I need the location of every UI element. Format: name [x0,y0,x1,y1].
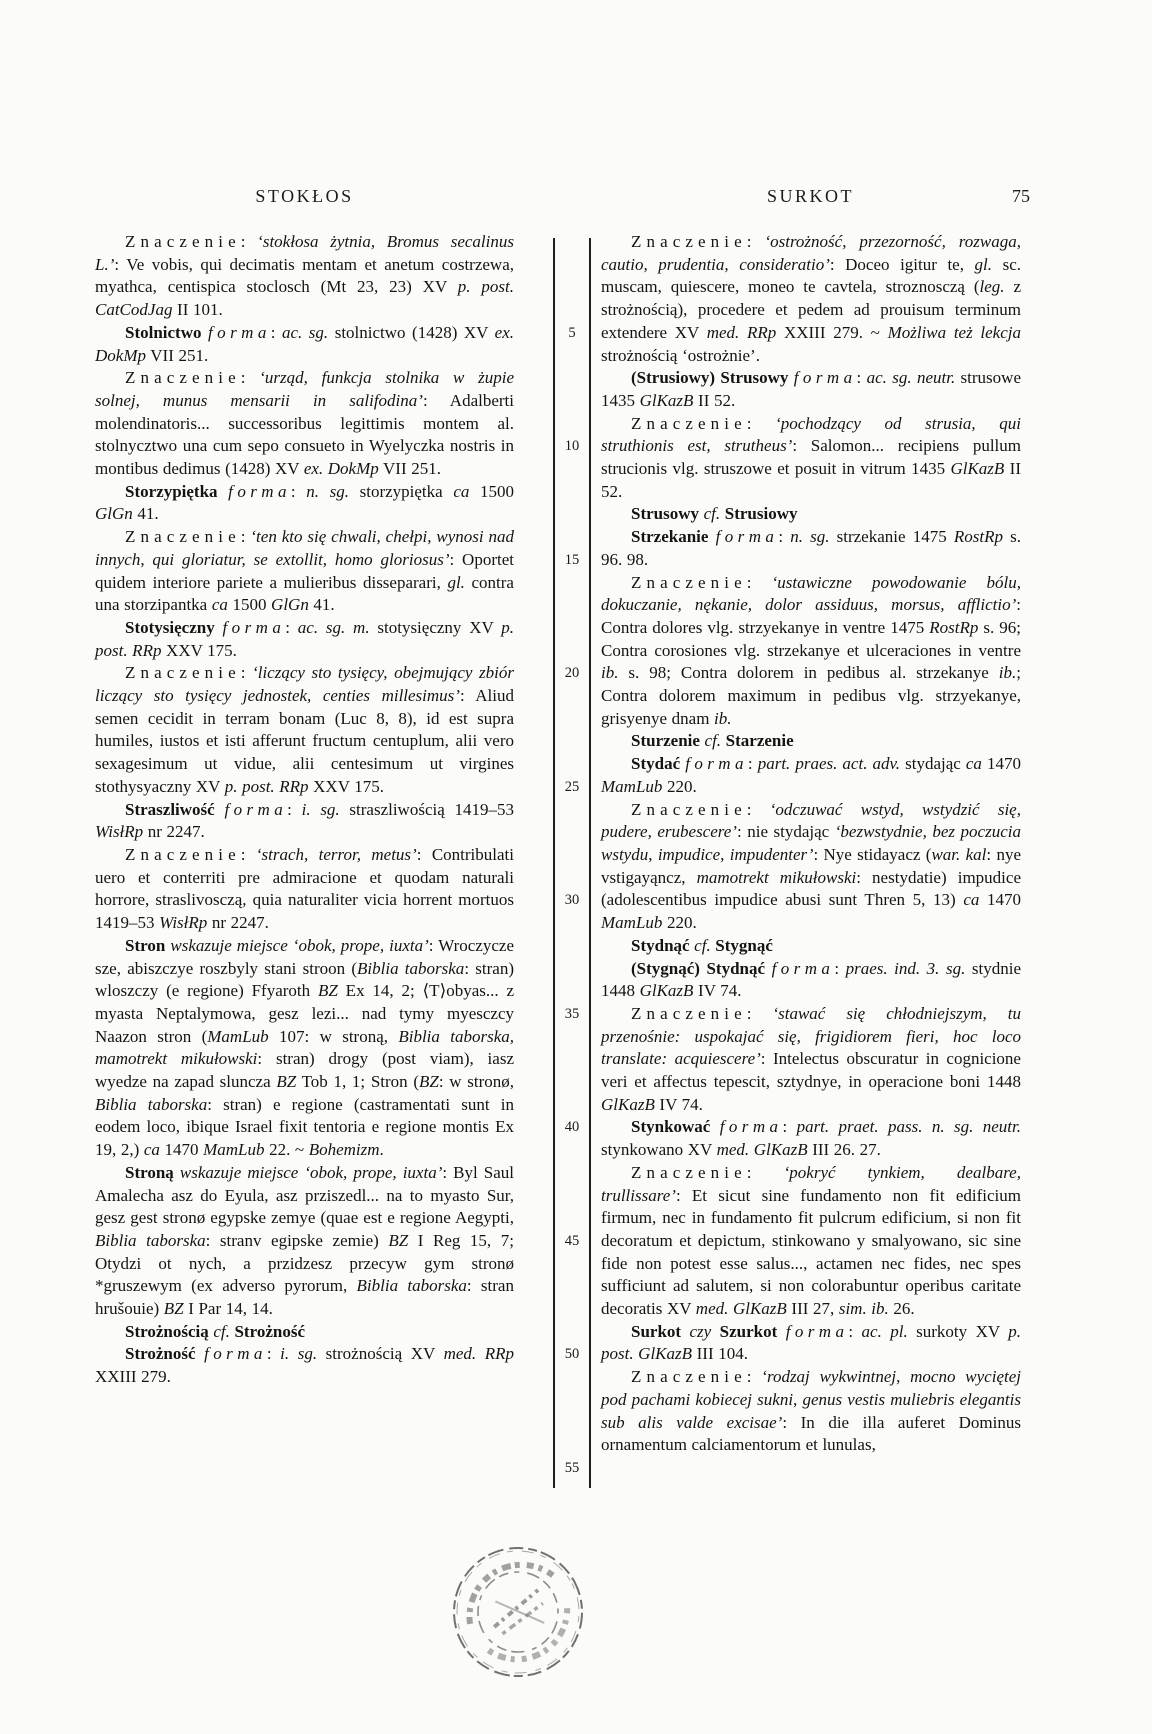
entry-text-segment: : Contribulati uero et conterriti pre admiracione et quodam naturali horrore, straslivosczą, quia naturaliter vicia horrent mortuos 1419–53 [95,844,514,933]
entry-text-segment: forma [204,1344,267,1364]
entry-text-segment: : [287,799,302,819]
entry-text-segment: forma [228,481,291,501]
entry-text-segment: Strożność [234,1321,305,1341]
entry-text-segment: p. post. CatCodJag [95,277,515,320]
line-number: 35 [564,1005,580,1022]
entry-text-segment: II 52. [693,390,736,410]
entry-text-segment: ib. [601,663,619,683]
entry-text-segment: ‘stokłosa żytnia, Bromus secalinus L.’ [95,232,514,274]
entry-text-segment: Stotysięczny [125,617,215,637]
entry-text-segment: BZ [318,981,338,1001]
dictionary-entry [601,1366,1021,1457]
entry-text-segment: : In die illa auferet Dominus ornamentum calciamentorum et lunulas, [601,1412,1021,1455]
entry-text-segment: stynkowano XV [601,1140,717,1160]
entry-text-segment: I Par 14, 14. [183,1299,273,1319]
entry-text-segment: ca [453,481,470,501]
entry-text-segment: : Wroczycze sze, abiszczye roszbyly stani stroon ( [95,935,514,978]
entry-text-segment [708,527,715,546]
entry-text-segment: ex. DokMp [303,459,379,479]
entry-text-segment: Możliwa też lekcja [887,322,1021,342]
entry-text-segment: III 26. 27. [807,1140,881,1160]
entry-text-segment: cf. [704,731,722,751]
entry-text-segment: Stynkować [631,1117,711,1137]
entry-text-segment: GlKazB [639,390,694,410]
entry-text-segment: straszliwością 1419–53 [339,799,514,819]
entry-text-segment [777,1322,785,1341]
library-stamp-icon [396,1490,639,1733]
entry-text-segment: : [240,368,260,388]
line-number: 25 [564,778,580,795]
dictionary-entry [95,844,514,935]
entry-text-segment: s. 96; Contra corosiones vlg. strzekanye et ulceraciones in ventre [601,617,1021,660]
entry-text-segment: RostRp [929,617,979,637]
entry-text-segment: Znaczenie [125,844,241,864]
column-divider-rule-right [589,238,591,1488]
entry-text-segment: Stolnictwo [125,322,202,342]
entry-text-segment: Znaczenie [125,527,241,547]
entry-text-segment: p. post. RRp [95,617,515,660]
entry-text-segment: forma [208,322,271,342]
line-number: 20 [564,665,580,682]
entry-text-segment: Strożnością [125,1321,209,1341]
dictionary-entry [601,413,1021,504]
dictionary-entry [95,231,514,322]
dictionary-entry [95,481,514,526]
dictionary-entry [601,730,1021,753]
entry-text-segment: ‘ustawiczne powodowanie bólu, dokuczanie, nękanie, dolor assiduus, morsus, afflictio’ [601,572,1021,615]
entry-text-segment: 220. [662,776,697,796]
entry-text-segment: ; Contra dolorem maximum in pedibus vlg. strzyekanye, grisyenye dnam [601,663,1021,728]
entry-text-segment: Stroną [125,1162,174,1182]
dictionary-entry [95,1321,514,1344]
entry-text-segment: ca [963,890,980,910]
entry-text-segment: ca [143,1140,160,1160]
entry-text-segment: Strusiowy [724,504,798,524]
dictionary-entry [95,1162,514,1321]
entry-text-segment: storzypiętka [349,481,454,501]
entry-text-segment: : Ve vobis, qui decimatis mentam et anetum costrzewa, myathca, centispica stoclosch (Mt 23, 23) XV [95,254,514,297]
entry-text-segment: strożnością ‘ostrożnie’. [601,345,760,365]
entry-text-segment: surkoty XV [907,1321,1009,1341]
entry-text-segment: II 101. [172,300,223,320]
entry-text-segment: : [856,368,867,388]
dictionary-entry [601,1162,1021,1321]
entry-text-segment: : Aliud semen cecidit in terram bonam (Luc 8, 8), id est supra humiles, iustos et isti afferunt fructum centuplum, alii vero sexagesimum ut vidue, alii centesimum ut virgines stothysyaczny XV [95,686,514,796]
entry-text-segment: Znaczenie [631,413,747,433]
entry-text-segment: : Contra dolores vlg. strzyekanye in ventre 1475 [601,595,1021,637]
entry-text-segment: WisłRp [95,822,144,842]
entry-text-segment: ‘odczuwać wstyd, wstydzić się, pudere, erubescere’ [601,799,1021,842]
entry-text-segment: ‘stawać się chłodniejszym, tu przenośnie: uspokajać się, frigidiorem fieri, hoc loco translate: acquiescere’ [601,1003,1021,1069]
entry-text-segment: wskazuje miejsce ‘obok, prope, iuxta’ [170,935,429,955]
dictionary-entry [601,526,1021,571]
entry-text-segment: : [240,663,253,683]
entry-text-segment: : [746,413,776,433]
entry-text-segment: GlKazB [732,1299,787,1319]
entry-text-segment: III 27, [786,1299,839,1319]
dictionary-entry [601,231,1021,367]
entry-text-segment: : Salomon... recipiens pullum strucionis vlg. struszowe et posuit in vitrum 1435 [601,436,1021,479]
entry-text-segment: Znaczenie [125,663,241,683]
entry-text-segment: XXIII 279. ~ [776,322,888,342]
entry-text-segment: Stydnąć [631,935,690,955]
entry-text-segment: ‘strach, terror, metus’ [255,844,417,864]
entry-text-segment: RostRp [953,527,1003,547]
entry-text-segment: forma [771,958,835,978]
entry-text-segment: : Adalberti molendinatoris... successoribus legittimis montem al. stolnycztwo una cum sepo consueto in Wyelyczka nostris in montibus dedimus (1428) XV [95,390,514,479]
entry-text-segment: strzekanie 1475 [829,527,954,547]
entry-text-segment: i. sg. [301,799,340,819]
entry-text-segment: (Stygnąć) Stydnąć [631,958,766,978]
entry-text-segment: ex. DokMp [95,322,514,365]
entry-text-segment: : [270,322,282,342]
entry-text-segment: 26. [888,1299,915,1319]
entry-text-segment [711,1322,719,1341]
entry-text-segment: Strożność [125,1344,196,1364]
line-number: 5 [568,324,576,341]
entry-text-segment: : stran) e regione (castramentati sunt in eodem loco, ibique Israel fixit tentoria e regione montis Ex 19, 2,) [95,1094,514,1160]
entry-text-segment: strusowe 1435 [601,368,1021,410]
entry-text-segment: : [240,232,258,251]
entry-text-segment: forma [785,1321,849,1341]
entry-text-segment: gl. [974,254,993,274]
entry-text-segment: stydnie 1448 [601,958,1021,1001]
entry-text-segment: (Strusiowy) Strusowy [631,368,789,388]
entry-text-segment: cf. [703,504,721,524]
entry-text-segment: : [746,1162,784,1182]
entry-text-segment: 41. [132,504,159,524]
entry-text-segment: : [746,1367,762,1387]
entry-text-segment: ca [211,595,228,615]
entry-text-segment: : Intelectus obscuratur in cognicione veri et affectus tepescit, sztydnye, in operacione boni 1448 [601,1049,1021,1092]
dictionary-entry [95,1343,514,1388]
entry-text-segment: part. praes. act. adv. [757,754,901,774]
entry-text-segment [218,482,229,501]
entry-text-segment: leg. [979,277,1005,297]
entry-text-segment: : [778,527,791,547]
entry-text-segment: Biblia taborska [356,1276,467,1296]
entry-text-segment: ac. pl. [861,1321,908,1341]
entry-text-segment [196,1344,205,1363]
entry-text-segment: Sturzenie [631,731,700,751]
line-number: 55 [564,1459,580,1476]
entry-text-segment: nr 2247. [143,822,205,842]
dictionary-entry [95,935,514,1162]
entry-text-segment: i. sg. [280,1344,318,1364]
dictionary-entry [601,799,1021,935]
entry-text-segment: 220. [662,913,697,933]
entry-text-segment: : stranv egipske zemie) [205,1230,389,1250]
entry-text-segment: war. kal [931,844,987,864]
entry-text-segment: ib. [998,663,1017,683]
entry-text-segment: ‘pochodzący od strusia, qui struthionis est, strutheus’ [601,413,1021,456]
entry-text-segment: : nye vstigayąncz, [601,844,1021,887]
entry-text-segment: : [240,527,251,547]
entry-text-segment: stolnictwo (1428) XV [328,322,495,342]
entry-text-segment: : [782,1117,797,1137]
entry-text-segment: GlKazB [639,981,694,1001]
entry-text-segment: : [746,799,770,819]
entry-text-segment: sim. ib. [838,1299,889,1319]
entry-text-segment: med. [695,1299,729,1319]
entry-text-segment: Bohemizm [308,1140,380,1160]
entry-text-segment: sc. muscam, quiescere, moneo te cavtela, stroznosczą ( [601,254,1021,297]
entry-text-segment: 1500 [469,481,514,501]
entry-text-segment: . [379,1140,384,1160]
entry-text-segment: BZ [419,1072,439,1092]
entry-text-segment: : [290,481,307,501]
running-title-right: SURKOT [766,186,854,206]
entry-text-segment: z strożnością), procedere et pedem ad prouisum terminum extendere XV [601,277,1021,342]
entry-text-segment: Stydać [631,754,681,774]
entry-text-segment: Szurkot [719,1321,778,1341]
entry-text-segment: XXIII 279. [95,1367,171,1387]
entry-text-segment: : [285,617,298,637]
entry-text-segment: cf. [694,935,711,955]
dictionary-entry [95,799,514,844]
entry-text-segment: ac. sg. [282,322,329,342]
entry-text-segment: XXV 175. [308,776,385,796]
entry-text-segment: : Doceo igitur te, [829,254,975,274]
entry-text-segment: s. 96. 98. [601,527,1021,569]
entry-text-segment: Znaczenie [125,368,241,388]
entry-text-segment: : nestydatie) impudice (adolescentibus impudice abusi sunt Thren 5, 13) [601,867,1021,910]
entry-text-segment: 1470 [979,890,1021,910]
dictionary-entry [95,662,514,798]
entry-text-segment: : stran) drogy (post viam), iasz wyedze na zapad sluncza [95,1049,514,1092]
dictionary-entry [95,526,514,617]
entry-text-segment: BZ [276,1072,297,1092]
entry-text-segment: Biblia taborska, mamotrekt mikułowski [95,1026,514,1069]
entry-text-segment: med. GlKazB [716,1140,808,1160]
entry-text-segment: Storzypiętka [125,481,218,501]
entry-text-segment: ac. sg. m. [297,617,370,637]
entry-text-segment [215,800,225,819]
entry-text-segment: 22. ~ [264,1140,309,1160]
entry-text-segment: wskazuje miejsce ‘obok, prope, iuxta’ [179,1162,443,1182]
entry-text-segment: czy [689,1321,712,1341]
entry-text-segment: n. sg. [306,481,349,501]
entry-text-segment: MamLub [601,776,663,796]
entry-text-segment: GlGn [271,595,309,615]
entry-text-segment: Tob 1, 1; Stron ( [296,1072,420,1092]
dictionary-entry [601,1321,1021,1366]
entry-text-segment: strożnością XV [317,1344,444,1364]
line-number-gutter [555,231,589,1491]
entry-text-segment: ac. sg. neutr. [866,368,956,388]
entry-text-segment: Strusowy [631,504,700,524]
entry-text-segment: : [746,1003,773,1023]
entry-text-segment: Znaczenie [631,1367,747,1387]
line-number: 50 [564,1346,580,1363]
entry-text-segment: forma [715,527,779,547]
entry-text-segment: Znaczenie [125,232,241,251]
entry-text-segment: ‘ten kto się chwali, chełpi, wynosi nad innych, qui gloriatur, se extollit, homo gloriosus’ [95,527,514,569]
entry-text-segment: WisłRp [159,913,208,933]
entry-text-segment [710,1117,719,1136]
entry-text-segment: IV 74. [693,981,742,1001]
entry-text-segment: GlGn [95,504,133,524]
entry-text-segment: praes. ind. 3. sg. [845,958,966,978]
dictionary-entry [95,367,514,481]
entry-text-segment: : [746,572,772,592]
entry-text-segment: II 52. [601,459,1021,501]
dictionary-entry [601,753,1021,798]
entry-text-segment: ca [965,754,982,774]
entry-text-segment: VII 251. [378,459,441,479]
entry-text-segment: forma [222,617,286,637]
entry-text-segment: 1500 [227,595,272,615]
entry-text-segment: III 104. [692,1344,748,1364]
entry-text-segment: Biblia taborska [357,958,465,978]
entry-text-segment: ib. [714,708,732,728]
entry-text-segment: : [747,754,758,774]
dictionary-entry [601,1116,1021,1161]
entry-text-segment: : stran hrušouie) [95,1276,514,1319]
entry-text-segment: MamLub [207,1026,269,1046]
entry-text-segment: stydając [900,754,966,774]
entry-text-segment: VII 251. [145,345,209,365]
entry-text-segment: n. sg. [790,527,830,547]
entry-text-segment: BZ [163,1299,184,1319]
entry-text-segment: ‘rodzaj wykwintnej, mocno wyciętej pod pachami kobiecej sukni, genus vestis muliebris elegantis sub alis valde excisae’ [601,1367,1021,1432]
entry-text-segment: : [266,1344,281,1364]
page-number: 75 [1012,186,1030,206]
entry-text-segment: 1470 [159,1140,204,1160]
entry-text-segment: ‘liczący sto tysięcy, obejmujący zbiór liczący sto tysięcy jednostek, centies millesimus’ [95,663,514,706]
entry-text-segment: 1470 [981,754,1021,774]
line-number: 45 [564,1232,580,1249]
entry-text-segment: 107: w stroną, [268,1026,399,1046]
entry-text-segment: forma [224,799,288,819]
entry-text-segment: cf. [213,1321,230,1341]
dictionary-entry [601,367,1021,412]
entry-text-segment: part. praet. pass. n. sg. neutr. [796,1117,1021,1137]
entry-text-segment: MamLub [601,913,663,933]
entry-text-segment: ‘bezwstydnie, bez poczucia wstydu, impudice, impudenter’ [601,822,1021,864]
entry-text-segment: Biblia taborska [95,1094,208,1114]
line-number: 40 [564,1119,580,1136]
entry-text-segment: Starzenie [725,731,794,751]
entry-text-segment: : Nye stidayacz ( [813,844,932,864]
entry-text-segment: XXV 175. [161,640,237,660]
entry-text-segment: IV 74. [654,1094,703,1114]
entry-text-segment: BZ [388,1230,409,1250]
entry-text-segment: gl. [447,572,465,592]
entry-text-segment: : w stronø, [438,1072,514,1092]
entry-text-segment [215,618,223,637]
entry-text-segment: nr 2247. [207,913,269,933]
entry-text-segment: I Reg 15, 7; Otydzi ot nych, a przidzesz przecyw gym stronø *gruszewym (ex adverso pyrorum, [95,1230,514,1296]
entry-text-segment: Znaczenie [631,1003,747,1023]
entry-text-segment: med. RRp [706,322,777,342]
entry-text-segment: ‘ostrożność, przezorność, rozwaga, cautio, prudentia, consideratio’ [601,232,1021,274]
line-number: 30 [564,892,580,909]
line-number: 15 [564,551,580,568]
dictionary-entry [95,617,514,662]
entry-text-segment: GlKazB [601,1094,655,1114]
entry-text-segment: Znaczenie [631,572,747,592]
entry-text-segment: : Et sicut sine fundamento non fit edificium firmum, nec in fundamento fit pulcrum edificium, si non fit decoratum et depictum, stinkowano y smalyowano, sic sine fide non potest esse salus..., actamen nec fides, nec spes sufficiunt ad salutem, si non colorabuntur operibus caritate decoratis XV [601,1185,1021,1319]
entry-text-segment: Straszliwość [125,799,215,819]
entry-text-segment: Znaczenie [631,232,747,251]
entry-text-segment: Znaczenie [631,799,747,819]
entry-text-segment: 41. [308,595,335,615]
entry-text-segment: p. post. RRp [224,776,309,796]
entry-text-segment: : stran) wloszczy (e regione) Ffyaroth [95,958,514,1001]
entry-text-segment: forma [719,1117,783,1137]
line-number: 10 [564,438,580,455]
entry-text-segment: : nie stydając [736,822,835,842]
entry-text-segment: : [240,844,256,864]
entry-text-segment: stotysięczny XV [369,617,502,637]
entry-text-segment: forma [793,368,857,388]
entry-text-segment: Surkot [631,1321,682,1341]
entry-text-segment: : Oportet quidem interiore pariete a mulieribus disseparari, [95,549,514,592]
dictionary-entry [601,503,1021,526]
dictionary-entry [601,572,1021,731]
text-column-right [601,231,1021,1457]
dictionary-entry [601,1003,1021,1117]
entry-text-segment: : Byl Saul Amalecha asz do Eyula, asz prziszedl... na to myasto Sur, gesz gest stronø egypske zemye (quae est e regione Aegypti, [95,1162,514,1228]
entry-text-segment: p. post. GlKazB [601,1321,1021,1364]
entry-text-segment: Ex 14, 2; ⟨T⟩obyas... z myasta Neptalymowa, gesz lezi... nad tymy myesczcy Naazon stron ( [95,981,514,1046]
entry-text-segment: med. RRp [443,1344,514,1364]
entry-text-segment: Strzekanie [631,527,709,547]
entry-text-segment: : [746,232,765,251]
entry-text-segment: : [848,1321,862,1341]
entry-text-segment: s. 98; Contra dolorem in pedibus al. strzekanye [618,663,999,683]
entry-text-segment: mamotrekt mikułowski [696,867,857,887]
entry-text-segment: GlKazB [950,459,1005,479]
dictionary-entry [95,322,514,367]
entry-text-segment: Znaczenie [631,1162,747,1182]
entry-text-segment: MamLub [203,1140,265,1160]
dictionary-entry [601,935,1021,958]
text-column-left [95,231,514,1389]
entry-text-segment: forma [685,754,748,774]
entry-text-segment: Stron [125,935,166,955]
entry-text-segment: Stygnąć [715,935,773,955]
dictionary-entry [601,958,1021,1003]
entry-text-segment: Biblia taborska [95,1230,206,1250]
entry-text-segment: ‘urząd, funkcja stolnika w żupie solnej, munus mensarii in salifodina’ [95,368,514,410]
entry-text-segment: : [834,958,846,978]
entry-text-segment: contra una storzipantka [95,572,514,615]
entry-text-segment: ‘pokryć tynkiem, dealbare, trullissare’ [601,1162,1021,1205]
running-title-left: STOKŁOS [255,186,354,206]
entry-text-segment [681,1322,689,1341]
